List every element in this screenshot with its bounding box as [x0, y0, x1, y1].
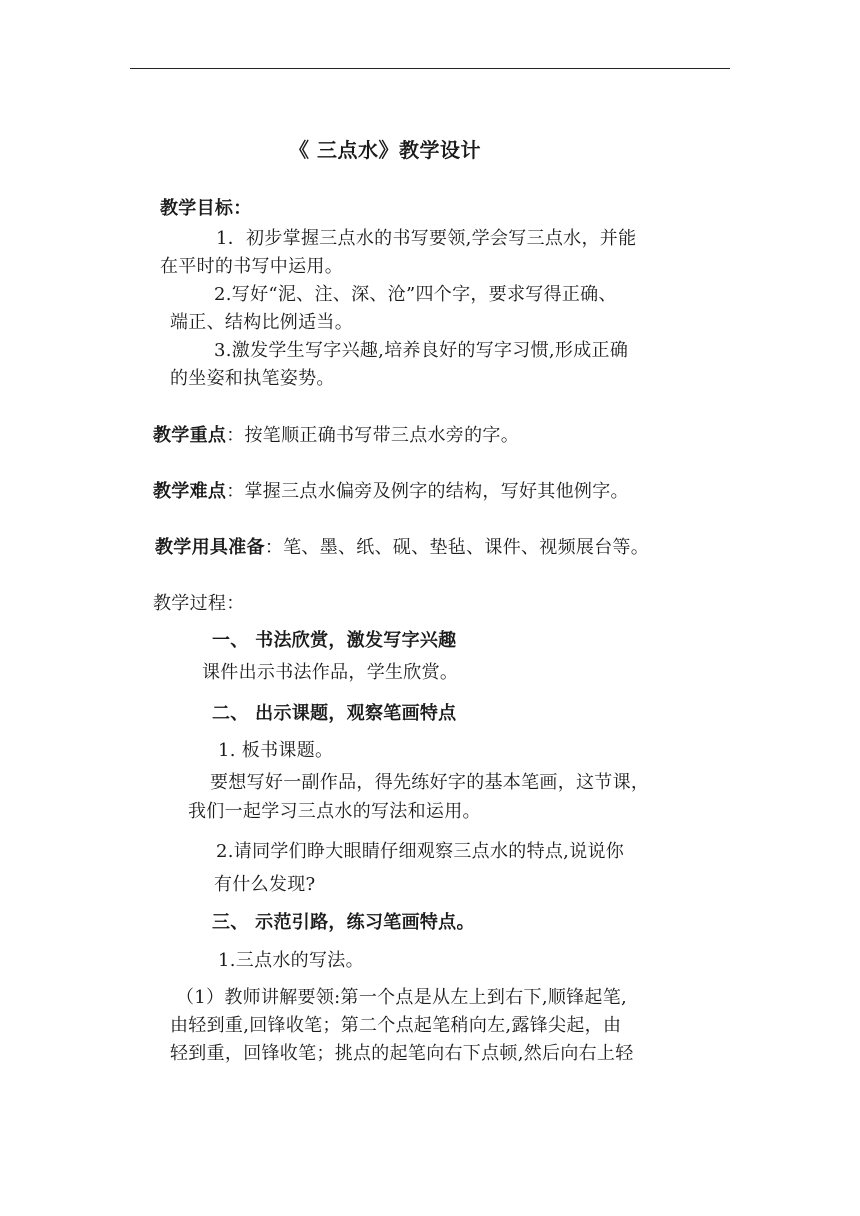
objective-2-line-1: 2.写好“泥、注、深、沧”四个字，要求写得正确、 — [214, 284, 617, 305]
objective-2-line-2: 端正、结构比例适当。 — [170, 312, 353, 333]
key-point-label: 教学重点 — [153, 425, 227, 446]
section-2-item-2-line-2: 有什么发现? — [214, 874, 316, 895]
objectives-heading: 教学目标： — [160, 198, 252, 219]
difficulty — [153, 481, 629, 503]
section-1-text: 课件出示书法作品，学生欣赏。 — [202, 662, 459, 683]
section-1-title: 一、 书法欣赏，激发写字兴趣 — [212, 630, 457, 651]
section-3-item-1: 1.三点水的写法。 — [218, 950, 364, 971]
header-rule — [130, 68, 730, 69]
section-3-paragraph-line-3: 轻到重，回锋收笔；挑点的起笔向右下点顿,然后向右上轻 — [170, 1043, 634, 1064]
key-point-text: ：按笔顺正确书写带三点水旁的字。 — [226, 425, 520, 446]
section-2-paragraph-line-1: 要想写好一副作品，得先练好字的基本笔画，这节课， — [210, 772, 650, 793]
tools-text: ：笔、墨、纸、砚、垫毡、课件、视频展台等。 — [264, 537, 650, 558]
objective-1-line-1: 1．初步掌握三点水的书写要领,学会写三点水，并能 — [216, 228, 637, 249]
objective-3-line-1: 3.激发学生写字兴趣,培养良好的写字习惯,形成正确 — [214, 340, 629, 361]
section-3-paragraph-line-2: 由轻到重,回锋收笔；第二个点起笔稍向左,露锋尖起，由 — [170, 1015, 622, 1036]
objective-1-line-2: 在平时的书写中运用。 — [160, 256, 343, 277]
difficulty-label: 教学难点 — [153, 481, 227, 502]
difficulty-text: ：掌握三点水偏旁及例字的结构，写好其他例字。 — [226, 481, 629, 502]
section-3-title: 三、 示范引路，练习笔画特点。 — [212, 912, 475, 933]
section-2-item-1: 1. 板书课题。 — [218, 740, 334, 761]
objective-3-line-2: 的坐姿和执笔姿势。 — [170, 368, 335, 389]
section-3-paragraph-line-1: （1）教师讲解要领:第一个点是从左上到右下,顺锋起笔, — [176, 987, 628, 1008]
key-point — [153, 425, 519, 447]
section-2-paragraph-line-2: 我们一起学习三点水的写法和运用。 — [188, 801, 481, 822]
process-heading: 教学过程： — [153, 593, 245, 614]
tools — [155, 537, 649, 559]
document-title: 《 三点水》教学设计 — [289, 138, 481, 162]
section-2-title: 二、 出示课题，观察笔画特点 — [212, 703, 457, 724]
section-2-item-2-line-1: 2.请同学们睁大眼睛仔细观察三点水的特点,说说你 — [216, 841, 625, 862]
tools-label: 教学用具准备 — [155, 537, 265, 558]
